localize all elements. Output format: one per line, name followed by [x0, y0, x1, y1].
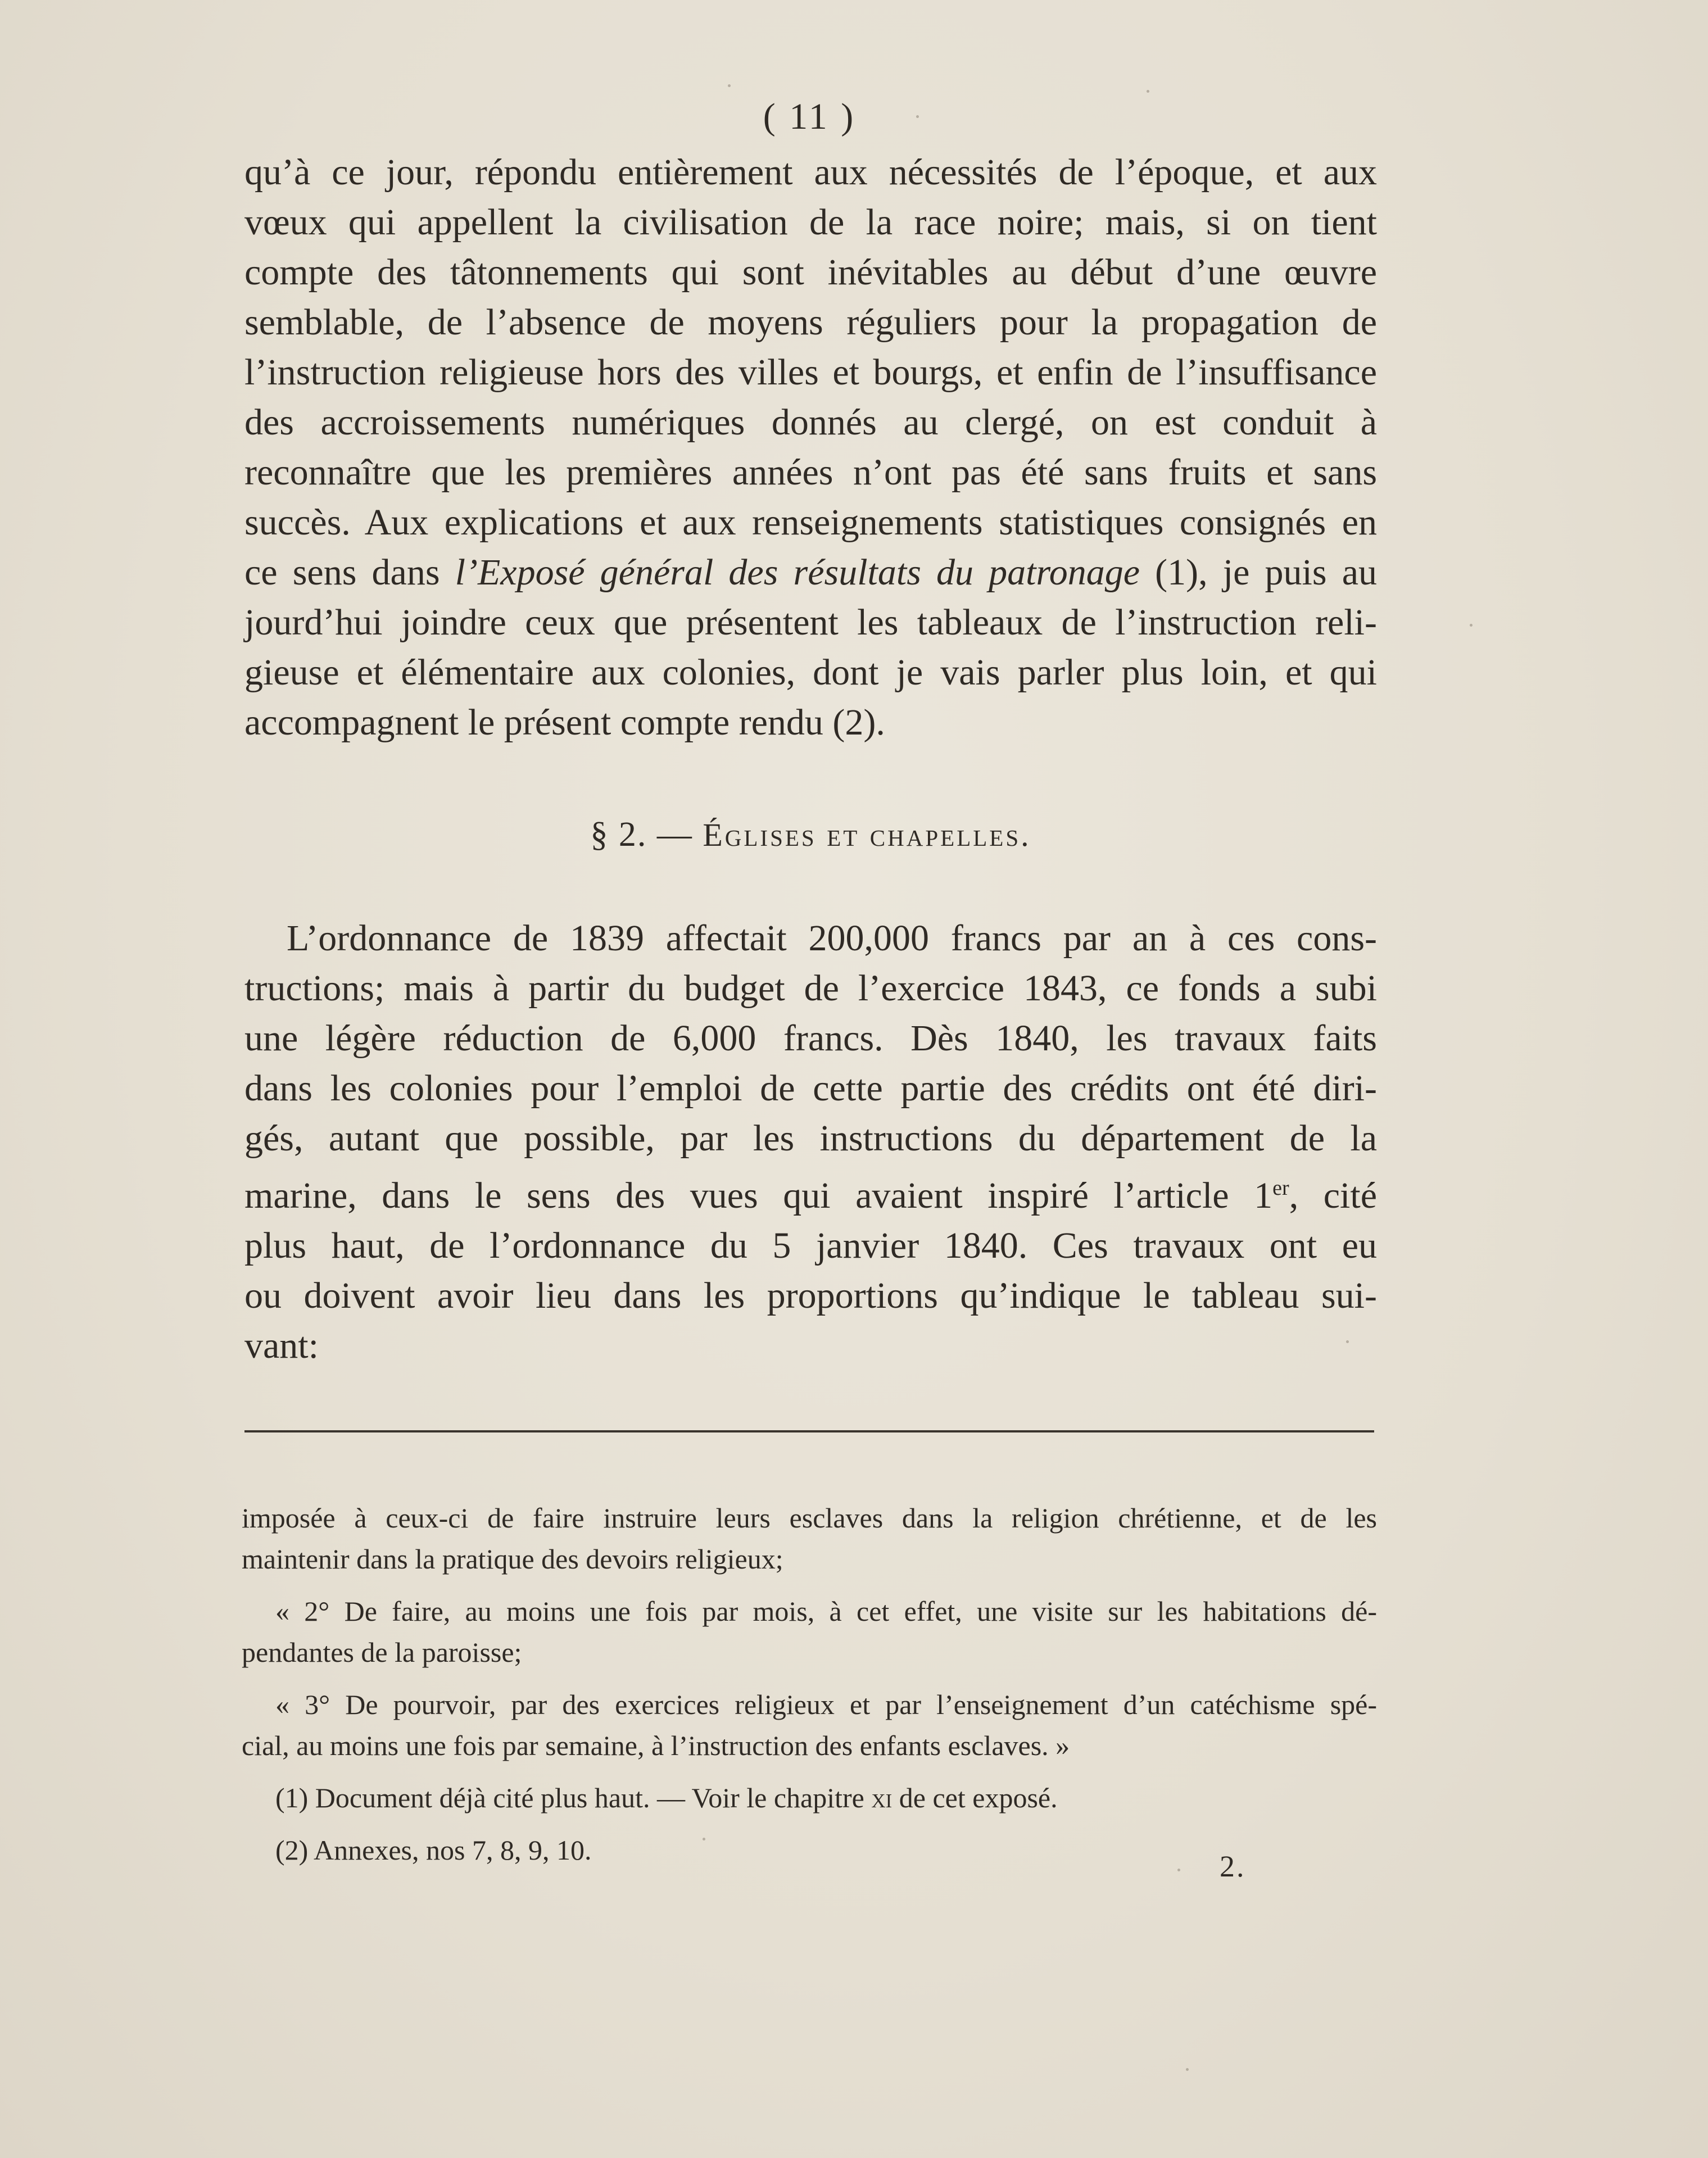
text-line: L’ordonnance de 1839 affectait 200,000 francs par an à ces cons- — [287, 918, 1377, 959]
footnote-line: pendantes de la paroisse; — [242, 1636, 522, 1668]
text-line: jourd’hui joindre ceux que présentent les tableaux de l’instruction reli- — [244, 602, 1377, 643]
paper-speck — [728, 84, 731, 87]
line-text: (1), je puis au — [1140, 552, 1377, 593]
footnote-text: de cet exposé. — [892, 1782, 1058, 1814]
page-number: ( 11 ) — [763, 96, 856, 137]
text-line-with-superscript — [244, 1163, 1377, 1221]
text-line: tructions; mais à partir du budget de l’exercice 1843, ce fonds a subi — [244, 968, 1377, 1009]
text-line: gieuse et élémentaire aux colonies, dont je vais parler plus loin, et qui — [244, 652, 1377, 693]
section-heading — [244, 815, 1377, 855]
text-line: dans les colonies pour l’emploi de cette partie des crédits ont été diri- — [244, 1068, 1377, 1109]
text-line: succès. Aux explications et aux renseignements statistiques consignés en — [244, 502, 1377, 543]
text-line: semblable, de l’absence de moyens réguliers pour la propagation de — [244, 302, 1377, 343]
section-title: Églises et chapelles. — [703, 817, 1031, 853]
text-line: accompagnent le présent compte rendu (2). — [244, 702, 885, 743]
paragraph — [244, 147, 1377, 747]
footnote-line: imposée à ceux-ci de faire instruire leurs esclaves dans la religion chrétienne, et de les — [242, 1502, 1377, 1534]
footnote-separator — [244, 1430, 1374, 1432]
footnote-line: cial, au moins une fois par semaine, à l’instruction des enfants esclaves. » — [242, 1730, 1070, 1761]
paper-speck — [1147, 90, 1149, 93]
text-line: gés, autant que possible, par les instructions du département de la — [244, 1118, 1377, 1159]
cited-work-title: l’Exposé général des résultats du patronage — [455, 552, 1140, 593]
footnote-item — [242, 1591, 1377, 1673]
footnote-line: (2) Annexes, nos 7, 8, 9, 10. — [275, 1834, 592, 1866]
chapter-numeral: xi — [871, 1782, 892, 1814]
footnote-item — [242, 1684, 1377, 1766]
text-line: une légère réduction de 6,000 francs. Dès 1840, les travaux faits — [244, 1018, 1377, 1059]
footnote-line: maintenir dans la pratique des devoirs religieux; — [242, 1543, 783, 1575]
section-number: § 2. — — [590, 815, 693, 854]
footnote-line: « 3° De pourvoir, par des exercices religieux et par l’enseignement d’un catéchisme spé- — [275, 1689, 1377, 1720]
text-line: vœux qui appellent la civilisation de la race noire; mais, si on tient — [244, 202, 1377, 243]
paper-speck — [916, 115, 919, 118]
text-line: ou doivent avoir lieu dans les proportions qu’indique le tableau sui- — [244, 1275, 1377, 1316]
line-text: ce sens dans — [244, 552, 455, 593]
paragraph-continuation — [244, 147, 1377, 747]
footnote-line — [242, 1778, 1377, 1819]
signature-mark: 2. — [1220, 1849, 1246, 1883]
footnote-text: (1) Document déjà cité plus haut. — Voir le chapitre — [275, 1782, 872, 1814]
ordinal-superscript: er — [1272, 1176, 1289, 1200]
paragraph-ordonnance — [244, 913, 1377, 1371]
paper-speck — [1186, 2068, 1189, 2071]
text-line: vant: — [244, 1325, 319, 1366]
text-line: qu’à ce jour, répondu entièrement aux nécessités de l’époque, et aux — [244, 152, 1377, 193]
line-text: , cité — [1289, 1175, 1377, 1216]
footnote-line: « 2° De faire, au moins une fois par mois, à cet effet, une visite sur les habitations dé- — [275, 1595, 1377, 1627]
footnote-1 — [242, 1778, 1377, 1819]
text-line: plus haut, de l’ordonnance du 5 janvier 1840. Ces travaux ont eu — [244, 1225, 1377, 1266]
paper-speck — [1470, 624, 1473, 627]
footnote-continuation — [242, 1498, 1377, 1580]
text-line: des accroissements numériques donnés au clergé, on est conduit à — [244, 402, 1377, 443]
text-line: reconnaître que les premières années n’ont pas été sans fruits et sans — [244, 452, 1377, 493]
text-line: l’instruction religieuse hors des villes et bourgs, et enfin de l’insuffisance — [244, 352, 1377, 393]
paragraph — [244, 913, 1377, 1371]
text-line-with-title — [244, 547, 1377, 597]
text-line: compte des tâtonnements qui sont inévitables au début d’une œuvre — [244, 252, 1377, 293]
footnote-2 — [242, 1830, 1377, 1871]
footnotes — [242, 1498, 1377, 1882]
line-text: marine, dans le sens des vues qui avaient inspiré l’article 1 — [244, 1175, 1273, 1216]
